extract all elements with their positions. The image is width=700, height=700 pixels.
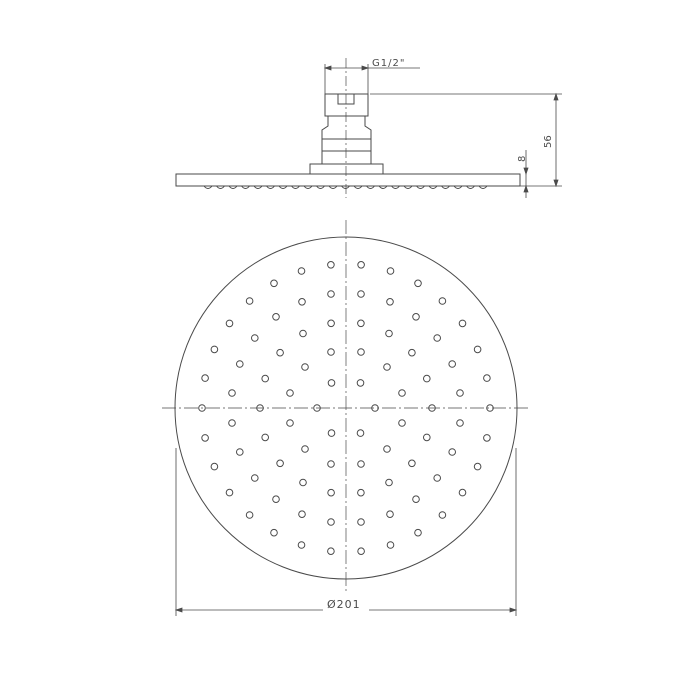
- shower-plate-side: [176, 174, 520, 186]
- nozzle: [328, 349, 335, 356]
- nozzle: [358, 489, 365, 496]
- nozzle: [211, 463, 218, 470]
- nozzle: [424, 375, 431, 382]
- side-view: [176, 58, 520, 198]
- nozzle: [439, 298, 446, 305]
- nozzle: [358, 461, 365, 468]
- nozzle: [474, 463, 481, 470]
- nozzle: [237, 361, 244, 368]
- nozzle: [409, 349, 416, 356]
- nozzle: [459, 320, 466, 327]
- nozzle: [384, 364, 391, 371]
- nozzle: [328, 320, 335, 327]
- nozzle: [328, 461, 335, 468]
- nozzle: [298, 268, 305, 275]
- nozzle: [328, 519, 335, 526]
- nozzle: [328, 489, 335, 496]
- nozzle: [484, 435, 491, 442]
- nozzle: [273, 314, 280, 321]
- nozzle: [262, 375, 269, 382]
- nozzle: [328, 430, 335, 437]
- nozzle: [434, 475, 441, 482]
- nozzle: [287, 390, 294, 397]
- nozzle: [271, 280, 278, 287]
- nozzle: [237, 449, 244, 456]
- nozzle: [449, 449, 456, 456]
- nozzle: [357, 430, 364, 437]
- nozzle: [302, 446, 309, 453]
- nozzle: [226, 320, 233, 327]
- front-view: [162, 220, 530, 594]
- nozzle: [474, 346, 481, 353]
- nozzle: [413, 496, 420, 503]
- nozzle: [384, 446, 391, 453]
- nozzle: [386, 479, 393, 486]
- nozzle: [246, 298, 253, 305]
- nozzle: [424, 434, 431, 441]
- nozzle: [226, 489, 233, 496]
- nozzle: [252, 475, 259, 482]
- nozzle: [298, 542, 305, 549]
- nozzle: [413, 314, 420, 321]
- connector-nut: [325, 94, 368, 116]
- nozzle: [439, 512, 446, 519]
- height-dimension: [370, 94, 562, 186]
- nozzle: [328, 380, 335, 387]
- nozzle: [399, 390, 406, 397]
- nozzle: [457, 420, 464, 427]
- nozzle: [399, 420, 406, 427]
- nozzle: [328, 262, 335, 269]
- thread-label: G1/2": [372, 58, 406, 69]
- nozzle: [229, 420, 236, 427]
- nozzle: [300, 330, 307, 337]
- nozzle: [262, 434, 269, 441]
- nozzle: [387, 299, 394, 306]
- nozzle: [358, 548, 365, 555]
- nozzle: [277, 349, 284, 356]
- nozzle: [273, 496, 280, 503]
- nozzle: [202, 435, 209, 442]
- diameter-label: Ø201: [327, 598, 361, 611]
- plate-thickness-label: 8: [517, 155, 528, 162]
- nozzle: [484, 375, 491, 382]
- nozzle: [328, 291, 335, 298]
- nozzle: [300, 479, 307, 486]
- nozzle: [211, 346, 218, 353]
- nozzle: [287, 420, 294, 427]
- nozzle: [229, 390, 236, 397]
- nozzle: [358, 320, 365, 327]
- nozzle: [358, 291, 365, 298]
- nozzle: [457, 390, 464, 397]
- nozzle: [277, 460, 284, 467]
- connector-neck: [322, 116, 371, 164]
- nozzle: [386, 330, 393, 337]
- nozzle: [358, 262, 365, 269]
- height-label: 56: [543, 135, 554, 148]
- nozzle: [387, 511, 394, 518]
- nozzle: [246, 512, 253, 519]
- nozzle: [299, 299, 306, 306]
- nozzle: [302, 364, 309, 371]
- nozzle: [271, 529, 278, 536]
- ball-joint: [310, 164, 383, 174]
- nozzle: [328, 548, 335, 555]
- nozzle: [415, 280, 422, 287]
- nozzle: [409, 460, 416, 467]
- nozzle: [449, 361, 456, 368]
- nozzle: [202, 375, 209, 382]
- nozzle: [387, 268, 394, 275]
- nozzle: [357, 380, 364, 387]
- nozzle: [299, 511, 306, 518]
- nozzle: [358, 349, 365, 356]
- nozzle: [252, 335, 259, 342]
- nozzle: [415, 529, 422, 536]
- nozzle: [434, 335, 441, 342]
- nozzle: [387, 542, 394, 549]
- nozzle: [358, 519, 365, 526]
- nozzle: [459, 489, 466, 496]
